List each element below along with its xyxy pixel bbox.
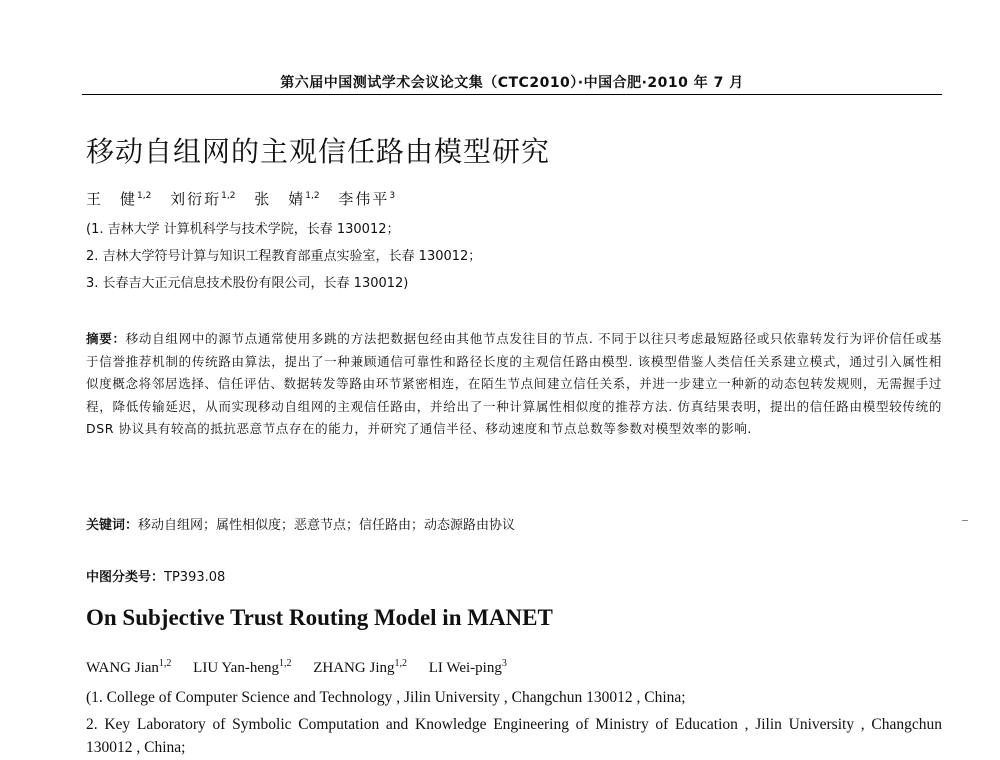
author-en-1 [86, 660, 171, 676]
chinese-abstract [86, 328, 942, 441]
author-en-2 [193, 660, 291, 676]
running-header: 第六届中国测试学术会议论文集（CTC2010）·中国合肥·2010 年 7 月 [280, 75, 744, 91]
author-name: WANG Jian [86, 660, 159, 676]
author-name: LIU Yan-heng [193, 660, 279, 676]
keywords-label: 关键词： [86, 518, 139, 533]
classification-number [86, 566, 225, 585]
author-affiliation-mark: 1,2 [394, 658, 407, 669]
abstract-label: 摘要： [86, 331, 126, 346]
author-cn-1 [86, 190, 151, 208]
author-affiliation-mark: 3 [389, 191, 396, 201]
chinese-affiliation-1: (1. 吉林大学 计算机科学与技术学院，长春 130012； [86, 222, 400, 237]
author-name: ZHANG Jing [313, 660, 395, 676]
author-name: LI Wei-ping [428, 660, 502, 676]
author-affiliation-mark: 3 [501, 658, 507, 669]
author-affiliation-mark: 1,2 [137, 191, 152, 201]
author-cn-2 [170, 190, 235, 208]
english-affiliation-2: 2. Key Laboratory of Symbolic Computation and Knowledge Engineering of Ministry of Education , Jilin University , Changchun 130012 , China; [86, 716, 942, 756]
chinese-title: 移动自组网的主观信任路由模型研究 [86, 135, 551, 168]
author-name: 李伟平 [338, 190, 390, 208]
chinese-affiliation-2: 2. 吉林大学符号计算与知识工程教育部重点实验室，长春 130012； [86, 249, 482, 264]
author-cn-4 [338, 190, 395, 208]
author-cn-3 [254, 190, 319, 208]
author-en-4 [429, 660, 507, 676]
clc-label: 中图分类号： [86, 570, 165, 585]
keywords-text: 移动自组网；属性相似度；恶意节点；信任路由；动态源路由协议 [138, 518, 516, 533]
author-name: 王 健 [86, 190, 138, 208]
author-affiliation-mark: 1,2 [158, 658, 172, 669]
author-affiliation-mark: 1,2 [221, 191, 236, 201]
english-affiliation-1: (1. College of Computer Science and Technology , Jilin University , Changchun 130012 , China; [86, 689, 686, 706]
english-title: On Subjective Trust Routing Model in MANET [86, 605, 553, 630]
author-name: 张 婧 [254, 190, 306, 208]
english-authors [86, 658, 525, 677]
clc-text: TP393.08 [164, 570, 226, 585]
header-rule [82, 94, 942, 95]
chinese-affiliation-3: 3. 长春吉大正元信息技术股份有限公司，长春 130012) [86, 276, 409, 291]
chinese-keywords [86, 514, 515, 533]
author-affiliation-mark: 1,2 [305, 191, 320, 201]
margin-mark [962, 520, 968, 521]
author-affiliation-mark: 1,2 [278, 658, 292, 669]
author-en-3 [313, 660, 407, 676]
abstract-text: 移动自组网中的源节点通常使用多跳的方法把数据包经由其他节点发往目的节点. 不同于以往只考虑最短路径或只依靠转发行为评价信任或基于信誉推荐机制的传统路由算法，提出了一种兼顾通信可靠性和路径长度的主观信任路由模型. 该模型借鉴人类信任关系建立模式，通过引入属性相似度概念将邻居选择、信任评估、数据转发等路由环节紧密相连，在陌生节点间建立信任关系，并进一步建立一种新的动态包转发规则，无需握手过程，降低传输延迟，从而实现移动自组网的主观信任路由，并给出了一种计算属性相似度的推荐方法. 仿真结果表明，提出的信任路由模型较传统的 DSR 协议具有较高的抵抗恶意节点存在的能力，并研究了通信半径、移动速度和节点总数等参数对模型效率的影响. [86, 331, 942, 436]
chinese-authors [86, 188, 409, 209]
author-name: 刘衍珩 [170, 190, 222, 208]
